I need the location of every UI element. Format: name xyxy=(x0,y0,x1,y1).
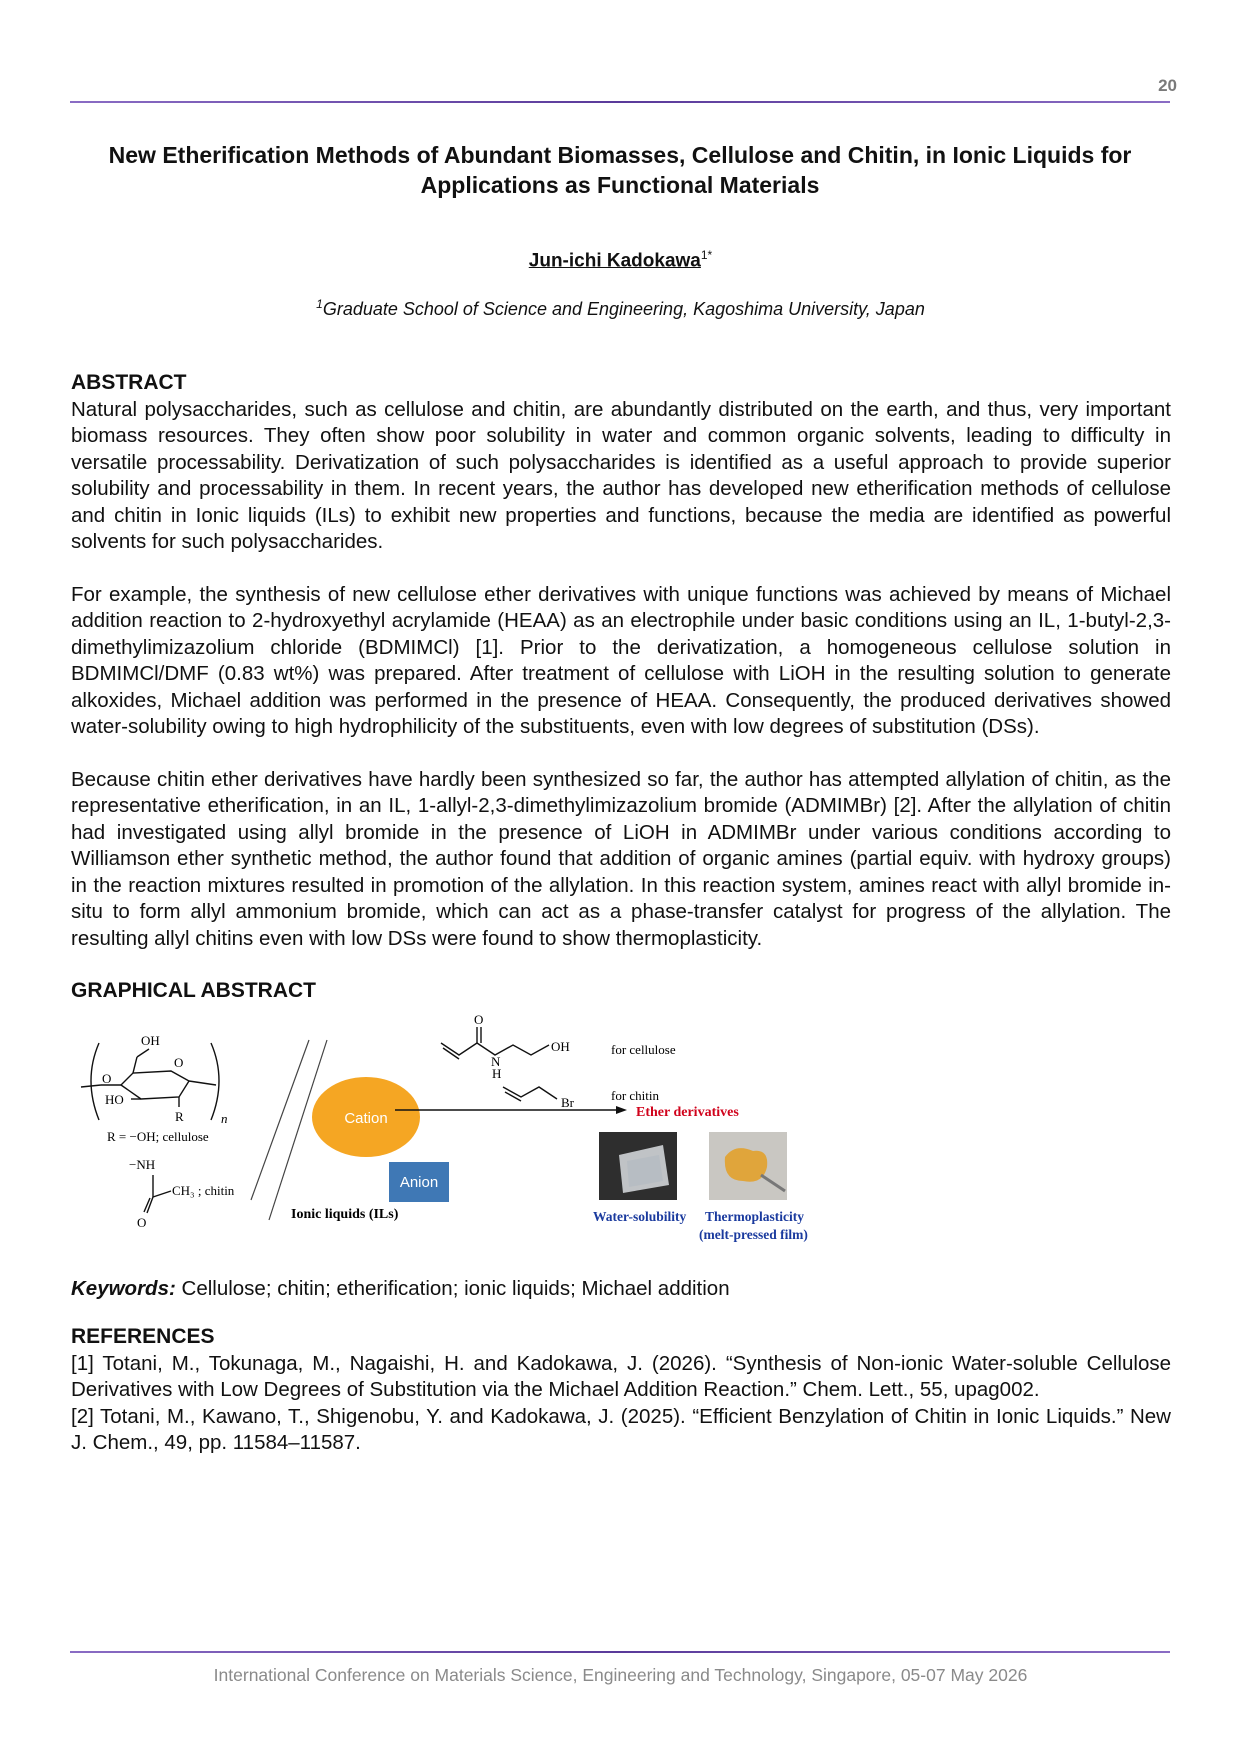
allyl-skeleton xyxy=(503,1087,557,1099)
abstract-paragraph: Because chitin ether derivatives have hardly been synthesized so far, the author has attempted allylation of chitin, as the representative etherification, in an IL, 1-allyl-2,3-dimethylimizazolium bromide (ADMIMBr) [2]. After the allylation of chitin had investigated using allyl bromide in the presence of LiOH in ADMIMBr under various conditions according to Williamson ether synthetic method, the author found that addition of organic amines (partial equiv. with hydroxy groups) in the reaction mixtures resulted in promotion of the allylation. In this reaction system, amines react with allyl bromide in-situ to form allyl ammonium bromide, which can act as a phase-transfer catalyst for progress of the allylation. The resulting allyl chitins even with low DSs were found to show thermoplasticity. xyxy=(71,767,1171,950)
repeat-n-label: n xyxy=(221,1110,228,1126)
graphical-abstract xyxy=(71,1015,1171,1270)
oh-label: OH xyxy=(141,1032,160,1048)
keywords-line xyxy=(71,1276,1171,1303)
anion-label: Anion xyxy=(399,1173,439,1191)
separator-line-1 xyxy=(251,1040,309,1200)
main-content xyxy=(71,370,1171,1457)
ch3-bond xyxy=(153,1191,171,1197)
affiliation xyxy=(0,297,1241,320)
ether-derivatives-label: Ether derivatives xyxy=(636,1104,739,1120)
keywords-text: Cellulose; chitin; etherification; ionic liquids; Michael addition xyxy=(181,1276,730,1300)
affiliation-mark: 1 xyxy=(316,297,323,311)
graphical-abstract-heading: GRAPHICAL ABSTRACT xyxy=(71,979,316,1002)
heaa-nitrogen-label: N xyxy=(491,1053,501,1069)
pyranose-ring xyxy=(121,1071,189,1099)
ionic-liquids-label: Ionic liquids (ILs) xyxy=(291,1206,399,1222)
allyl-bromide-structure xyxy=(503,1087,557,1101)
cation-label: Cation xyxy=(344,1109,388,1127)
bromine-label: Br xyxy=(561,1094,574,1110)
r-label: R xyxy=(175,1108,184,1124)
abstract-heading: ABSTRACT xyxy=(71,371,187,394)
ring-oxygen-label: O xyxy=(174,1054,184,1070)
affiliation-text: Graduate School of Science and Engineering, Kagoshima University, Japan xyxy=(322,299,925,319)
reaction-arrow-head xyxy=(616,1106,627,1114)
glycosidic-bond-right xyxy=(189,1081,216,1085)
water-solubility-label: Water-solubility xyxy=(593,1208,687,1224)
references-heading: REFERENCES xyxy=(71,1325,215,1348)
ch3-chitin-label: CH₃ ; chitin xyxy=(172,1182,235,1198)
author-line xyxy=(0,248,1241,272)
ho-label: HO xyxy=(105,1091,124,1107)
thermoplasticity-label: Thermoplasticity xyxy=(705,1208,804,1224)
carbonyl-bond-double xyxy=(144,1198,150,1212)
melt-pressed-label: (melt-pressed film) xyxy=(699,1226,808,1242)
heaa-hydroxyl-label: OH xyxy=(551,1038,570,1054)
author-name: Jun-ichi Kadokawa xyxy=(528,250,701,272)
author-mark: 1* xyxy=(700,248,713,262)
bracket-left xyxy=(91,1043,99,1120)
heaa-oxygen-label: O xyxy=(474,1014,484,1027)
r-cellulose-label: R = −OH; cellulose xyxy=(107,1128,209,1144)
reference-item: [1] Totani, M., Tokunaga, M., Nagaishi, H. and Kadokawa, J. (2026). “Synthesis of Non-ionic Water-soluble Cellulose Derivatives with Low Degrees of Substitution via the Michael Addition Reaction.” Chem. Lett., 55, upag002. xyxy=(71,1351,1171,1401)
bracket-right xyxy=(211,1043,219,1120)
nh-label: −NH xyxy=(129,1156,156,1172)
oh-bond xyxy=(137,1049,149,1057)
page-number: 20 xyxy=(1158,76,1177,95)
abstract-paragraph: Natural polysaccharides, such as cellulose and chitin, are abundantly distributed on the earth, and thus, very important biomass resources. They often show poor solubility in water and common organic solvents, leading to difficulty in versatile processability. Derivatization of such polysaccharides is identified as a useful approach to provide superior solubility and processability in them. In recent years, the author has developed new etherification methods of cellulose and chitin in Ionic liquids (ILs) to exhibit new properties and functions, because the media are identified as powerful solvents for such polysaccharides. xyxy=(71,397,1171,553)
paper-title: New Etherification Methods of Abundant Biomasses, Cellulose and Chitin, in Ionic Liquids for Applications as Functional Materials xyxy=(108,142,1132,198)
graphical-abstract-figure xyxy=(71,1015,1171,1270)
keywords-label: Keywords: xyxy=(71,1276,176,1300)
heaa-hydrogen-label: H xyxy=(492,1065,502,1081)
for-cellulose-label: for cellulose xyxy=(611,1041,676,1057)
chain-end-left xyxy=(81,1085,101,1087)
for-chitin-label: for chitin xyxy=(611,1087,660,1103)
header-rule xyxy=(70,101,1170,103)
carbonyl-oxygen-label: O xyxy=(137,1214,147,1230)
footer-rule xyxy=(70,1651,1170,1653)
oxygen-left-label: O xyxy=(102,1070,112,1086)
ch2oh-bond xyxy=(133,1057,137,1073)
acetamide-structure xyxy=(144,1175,171,1213)
footer-text: International Conference on Materials Science, Engineering and Technology, Singapore, 05-07 May 2026 xyxy=(213,1665,1028,1685)
reference-item: [2] Totani, M., Kawano, T., Shigenobu, Y. and Kadokawa, J. (2025). “Efficient Benzylation of Chitin in Ionic Liquids.” New J. Chem., 49, pp. 11584–11587. xyxy=(71,1404,1171,1454)
abstract-paragraph: For example, the synthesis of new cellulose ether derivatives with unique functions was achieved by means of Michael addition reaction to 2-hydroxyethyl acrylamide (HEAA) as an electrophile under basic conditions using an IL, 1-butyl-2,3-dimethylimizazolium chloride (BDMIMCl) [1]. Prior to the derivatization, a homogeneous cellulose solution in BDMIMCl/DMF (0.83 wt%) was prepared. After treatment of cellulose with LiOH in the resulting solution to generate alkoxides, Michael addition was performed in the presence of HEAA. Consequently, the produced derivatives showed water-solubility owing to high hydrophilicity of the substituents, even with low degrees of substitution (DSs). xyxy=(71,582,1171,738)
